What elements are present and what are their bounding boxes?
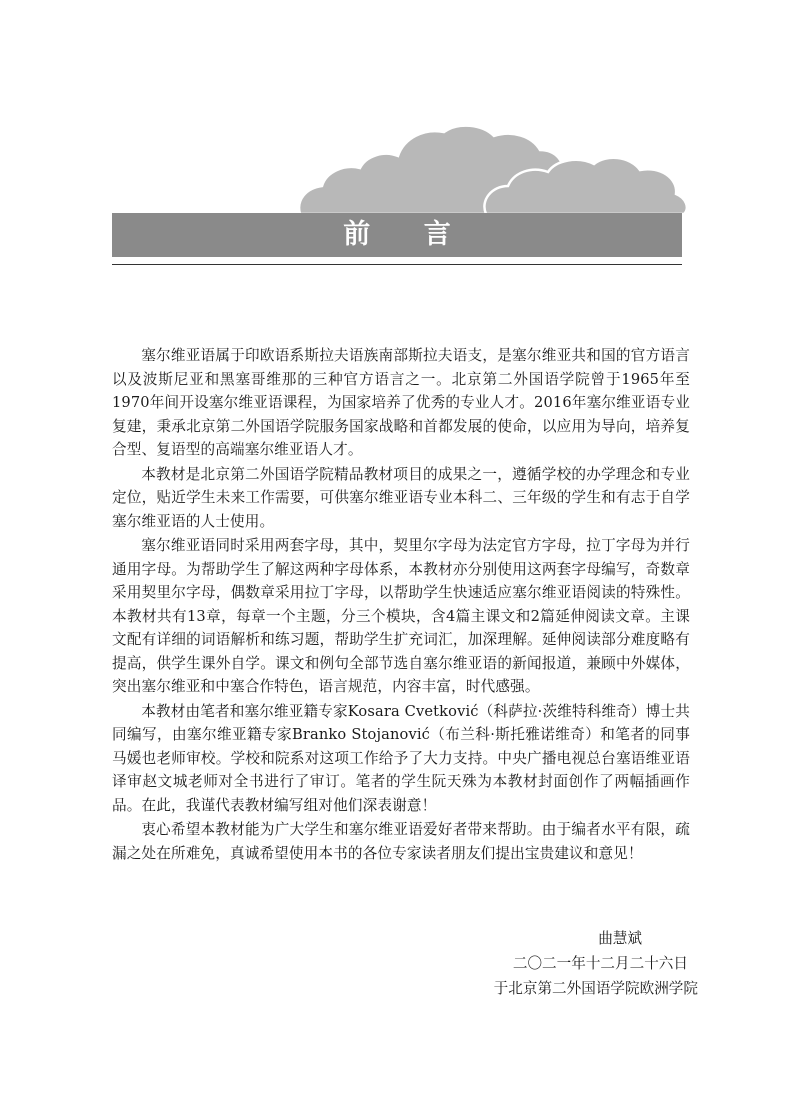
signature-date: 二〇二一年十二月二十六日 xyxy=(512,955,688,972)
paragraph: 衷心希望本教材能为广大学生和塞尔维亚语爱好者带来帮助。由于编者水平有限，疏漏之处在所难免，真诚希望使用本书的各位专家读者朋友们提出宝贵建议和意见！ xyxy=(112,821,690,862)
paragraph: 塞尔维亚语属于印欧语系斯拉夫语族南部斯拉夫语支，是塞尔维亚共和国的官方语言以及波斯尼亚和黑塞哥维那的三种官方语言之一。北京第二外国语学院曾于1965年至1970年间开设塞尔维亚语课程，为国家培养了优秀的专业人才。2016年塞尔维亚语专业复建，秉承北京第二外国语学院服务国家战略和首都发展的使命，以应用为导向，培养复合型、复语型的高端塞尔维亚语人才。 xyxy=(112,347,690,458)
signature-block xyxy=(494,926,698,1001)
preface-body xyxy=(112,344,690,866)
signature-place: 于北京第二外国语学院欧洲学院 xyxy=(493,980,698,997)
paragraph: 本教材由笔者和塞尔维亚籍专家Kosara Cvetković（科萨拉·茨维特科维奇）博士共同编写，由塞尔维亚籍专家Branko Stojanović（布兰科·斯托雅诺维奇）和笔者的同事马媛也老师审校。学校和院系对这项工作给予了大力支持。中央广播电视总台塞语维亚语译审赵文城老师对全书进行了审订。笔者的学生阮天殊为本教材封面创作了两幅插画作品。在此，我谨代表教材编写组对他们深表谢意！ xyxy=(112,702,690,814)
paragraph: 本教材是北京第二外国语学院精品教材项目的成果之一，遵循学校的办学理念和专业定位，贴近学生未来工作需要，可供塞尔维亚语专业本科二、三年级的学生和有志于自学塞尔维亚语的人士使用。 xyxy=(112,465,690,530)
paragraph: 塞尔维亚语同时采用两套字母，其中，契里尔字母为法定官方字母，拉丁字母为并行通用字母。为帮助学生了解这两种字母体系，本教材亦分别使用这两套字母编写，奇数章采用契里尔字母，偶数章采用拉丁字母，以帮助学生快速适应塞尔维亚语阅读的特殊性。本教材共有13章，每章一个主题，分三个模块，含4篇主课文和2篇延伸阅读文章。主课文配有详细的词语解析和练习题，帮助学生扩充词汇，加深理解。延伸阅读部分难度略有提高，供学生课外自学。课文和例句全部节选自塞尔维亚语的新闻报道，兼顾中外媒体，突出塞尔维亚和中塞合作特色，语言规范，内容丰富，时代感强。 xyxy=(112,537,690,695)
page-title: 前 言 xyxy=(343,219,473,250)
author-name: 曲慧斌 xyxy=(598,930,642,947)
title-rule xyxy=(112,264,682,265)
